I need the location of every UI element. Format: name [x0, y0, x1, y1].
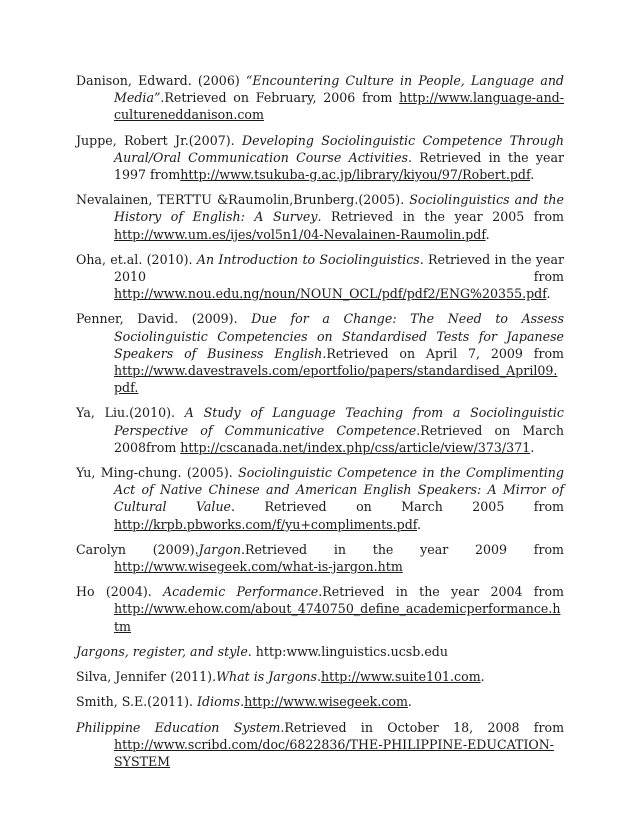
reference-text: Juppe, Robert Jr.(2007). [76, 132, 242, 148]
reference-entry [76, 693, 564, 710]
reference-text: . http:www.linguistics.ucsb.edu [247, 643, 448, 659]
reference-text: Silva, Jennifer (2011). [76, 669, 217, 685]
reference-text: .Retrieved in October 18, 2008 from [280, 719, 565, 735]
reference-text: . Retrieved in the year 2010 from [114, 251, 564, 285]
reference-text: . [530, 439, 535, 455]
reference-text: . [530, 167, 535, 183]
reference-entry [76, 541, 564, 575]
reference-text: . [317, 669, 322, 685]
reference-link[interactable]: http://www.davestravels.com/eportfolio/papers/standardised_April09.pdf. [114, 363, 558, 396]
reference-text: Oha, et.al. (2010). [76, 251, 197, 267]
reference-text: Smith, S.E.(2011). [76, 694, 198, 710]
reference-title: What is Jargons [216, 669, 318, 685]
reference-link[interactable]: http://cscanada.net/index.php/css/article/view/373/371 [180, 439, 531, 455]
reference-text: Yu, Ming-chung. (2005). [76, 465, 239, 481]
reference-title: Jargons, register, and style [76, 643, 248, 659]
reference-text: . Retrieved on March 2005 from [231, 499, 565, 515]
reference-text: . [480, 669, 485, 685]
reference-entry [76, 668, 564, 685]
reference-title: An Introduction to Sociolinguistics [196, 251, 420, 267]
reference-list [76, 72, 564, 778]
reference-text: .Retrieved in the year 2004 from [318, 584, 565, 600]
reference-text: . Retrieved in the year 2005 from [317, 209, 565, 225]
reference-text: Nevalainen, TERTTU &Raumolin,Brunberg.(2005). [76, 192, 410, 208]
reference-entry [76, 191, 564, 243]
reference-text: Danison, Edward. (2006) [76, 73, 246, 88]
reference-link[interactable]: http://www.nou.edu.ng/noun/NOUN_OCL/pdf/pdf2/ENG%20355.pdf [114, 286, 547, 302]
reference-title: Idioms [197, 694, 241, 710]
reference-link[interactable]: http://www.wisegeek.com/what-is-jargon.htm [114, 559, 403, 575]
reference-text: . [416, 516, 421, 532]
reference-text: Retrieved on April 7, 2009 from [326, 345, 564, 361]
reference-entry [76, 404, 564, 456]
reference-entry [76, 310, 564, 396]
reference-text: .Retrieved in the year 2009 from [240, 541, 564, 557]
reference-title: A Study of Language Teaching from a Sociolinguistic Perspective of Communicative Competence [114, 405, 564, 438]
reference-text: . [240, 694, 245, 710]
reference-entry [76, 251, 564, 303]
reference-title: Due for a Change: The Need to Assess Sociolinguistic Competencies on Standardised Tests for Japanese Speakers of Business English. [114, 311, 564, 361]
reference-text: . Retrieved in the year 1997 from [114, 149, 564, 183]
reference-entry [76, 132, 564, 184]
reference-title: Philippine Education System [76, 719, 281, 735]
reference-entry [76, 719, 564, 771]
reference-text: Ho (2004). [76, 584, 164, 600]
reference-text: Ya, Liu.(2010). [76, 405, 185, 421]
reference-entry [76, 72, 564, 124]
reference-text: Carolyn (2009). [76, 541, 199, 557]
reference-text: . [407, 694, 412, 710]
reference-title: Sociolinguistics and the History of English: A Survey [114, 192, 565, 225]
reference-text: .Retrieved on March 2008from [114, 422, 565, 455]
reference-title: Sociolinguistic Competence in the Complimenting Act of Native Chinese and American English Speakers: A Mirror of Cultural Value [114, 465, 564, 515]
reference-link[interactable]: http://www.um.es/ijes/vol5n1/04-Nevalainen-Raumolin.pdf [114, 226, 486, 242]
reference-link[interactable]: http://www.language-and-cultureneddanison.com [114, 90, 564, 123]
reference-link[interactable]: http://www.scribd.com/doc/6822836/THE-PHILIPPINE-EDUCATION-SYSTEM [114, 736, 555, 769]
reference-link[interactable]: http://krpb.pbworks.com/f/yu+compliments.pdf [114, 516, 417, 532]
reference-link[interactable]: http://www.suite101.com [321, 669, 481, 685]
reference-link[interactable]: http://www.tsukuba-g.ac.jp/library/kiyou/97/Robert.pdf [180, 167, 531, 183]
reference-text: Penner, David. (2009). [76, 311, 252, 327]
reference-link[interactable]: http://www.ehow.com/about_4740750_define_academicperformance.htm [114, 601, 561, 634]
reference-title: Jargon [198, 541, 241, 557]
reference-title: Developing Sociolinguistic Competence Through Aural/Oral Communication Course Activities [114, 132, 564, 165]
reference-link[interactable]: http://www.wisegeek.com [244, 694, 408, 710]
reference-text: .Retrieved on February, 2006 from [160, 90, 400, 106]
reference-entry [76, 464, 564, 533]
reference-text: . [485, 226, 490, 242]
reference-entry [76, 583, 564, 635]
reference-entry [76, 643, 564, 660]
reference-text: . [546, 286, 551, 302]
reference-title: Academic Performance [163, 584, 319, 600]
reference-title: “Encountering Culture in People, Language and Media” [114, 73, 564, 106]
